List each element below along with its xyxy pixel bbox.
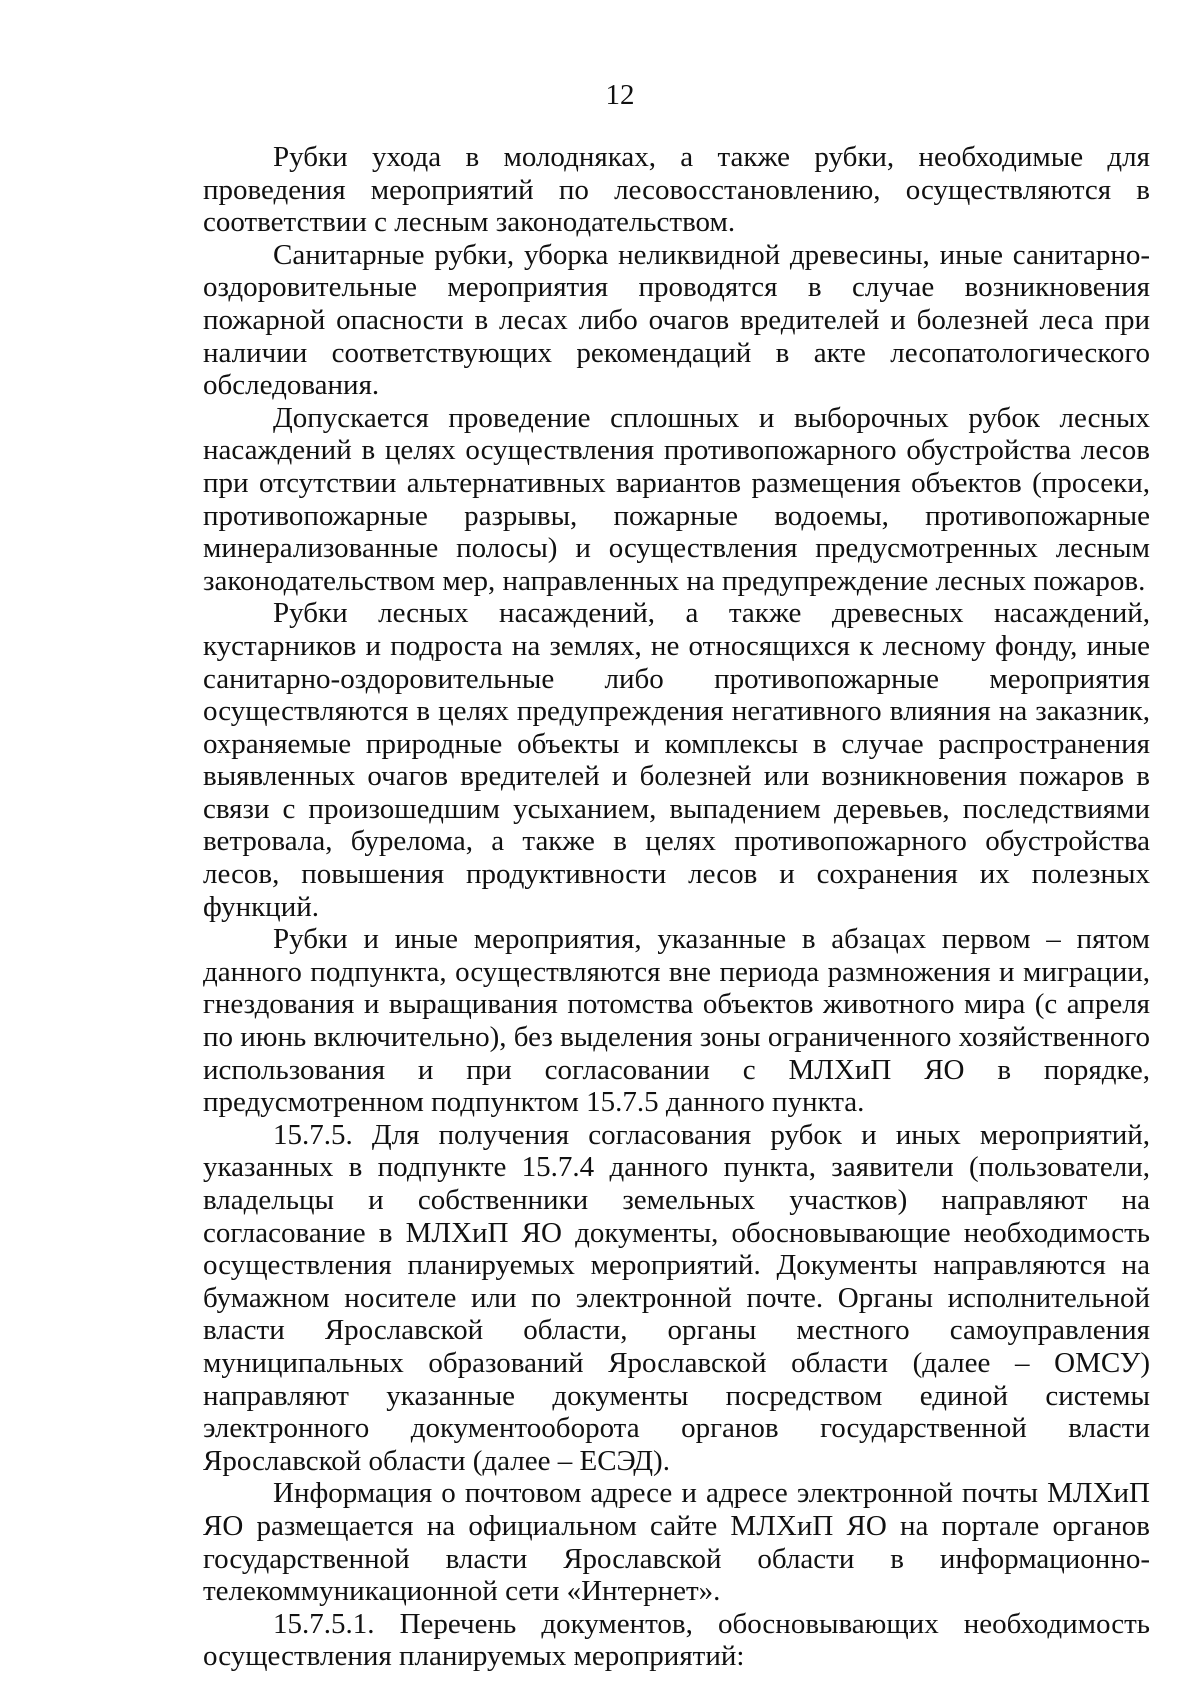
document-body	[203, 141, 1150, 1673]
paragraph-non-forest-land-cuttings: Рубки лесных насаждений, а также древесных насаждений, кустарников и подроста на землях, не относящихся к лесному фонду, иные санитарно-оздоровительные либо противопожарные мероприятия осуществляются в целях предупреждения негативного влияния на заказник, охраняемые природные объекты и комплексы в случае распространения выявленных очагов вредителей и болезней или возникновения пожаров в связи с произошедшим усыханием, выпадением деревьев, последствиями ветровала, бурелома, а также в целях противопожарного обустройства лесов, повышения продуктивности лесов и сохранения их полезных функций.	[203, 597, 1150, 923]
paragraph-contact-information: Информация о почтовом адресе и адресе электронной почты МЛХиП ЯО размещается на официальном сайте МЛХиП ЯО на портале органов государственной власти Ярославской области в информационно-телекоммуникационной сети «Интернет».	[203, 1477, 1150, 1608]
paragraph-section-15-7-5-1: 15.7.5.1. Перечень документов, обосновывающих необходимость осуществления планируемых мероприятий:	[203, 1607, 1150, 1673]
paragraph-thinning-cuttings: Рубки ухода в молодняках, а также рубки, необходимые для проведения мероприятий по лесовосстановлению, осуществляются в соответствии с лесным законодательством.	[203, 141, 1150, 239]
paragraph-section-15-7-5: 15.7.5. Для получения согласования рубок и иных мероприятий, указанных в подпункте 15.7.4 данного пункта, заявители (пользователи, владельцы и собственники земельных участков) направляют на согласование в МЛХиП ЯО документы, обосновывающие необходимость осуществления планируемых мероприятий. Документы направляются на бумажном носителе или по электронной почте. Органы исполнительной власти Ярославской области, органы местного самоуправления муниципальных образований Ярославской области (далее – ОМСУ) направляют указанные документы посредством единой системы электронного документооборота органов государственной власти Ярославской области (далее – ЕСЭД).	[203, 1118, 1150, 1477]
paragraph-sanitary-cuttings: Санитарные рубки, уборка неликвидной древесины, иные санитарно-оздоровительные мероприятия проводятся в случае возникновения пожарной опасности в лесах либо очагов вредителей и болезней леса при наличии соответствующих рекомендаций в акте лесопатологического обследования.	[203, 238, 1150, 402]
paragraph-fire-prevention-cuttings: Допускается проведение сплошных и выборочных рубок лесных насаждений в целях осуществления противопожарного обустройства лесов при отсутствии альтернативных вариантов размещения объектов (просеки, противопожарные разрывы, пожарные водоемы, противопожарные минерализованные полосы) и осуществления предусмотренных лесным законодательством мер, направленных на предупреждение лесных пожаров.	[203, 401, 1150, 597]
page-number: 12	[605, 79, 635, 111]
paragraph-seasonal-restrictions: Рубки и иные мероприятия, указанные в абзацах первом – пятом данного подпункта, осуществляются вне периода размножения и миграции, гнездования и выращивания потомства объектов животного мира (с апреля по июнь включительно), без выделения зоны ограниченного хозяйственного использования и при согласовании с МЛХиП ЯО в порядке, предусмотренном подпунктом 15.7.5 данного пункта.	[203, 923, 1150, 1119]
